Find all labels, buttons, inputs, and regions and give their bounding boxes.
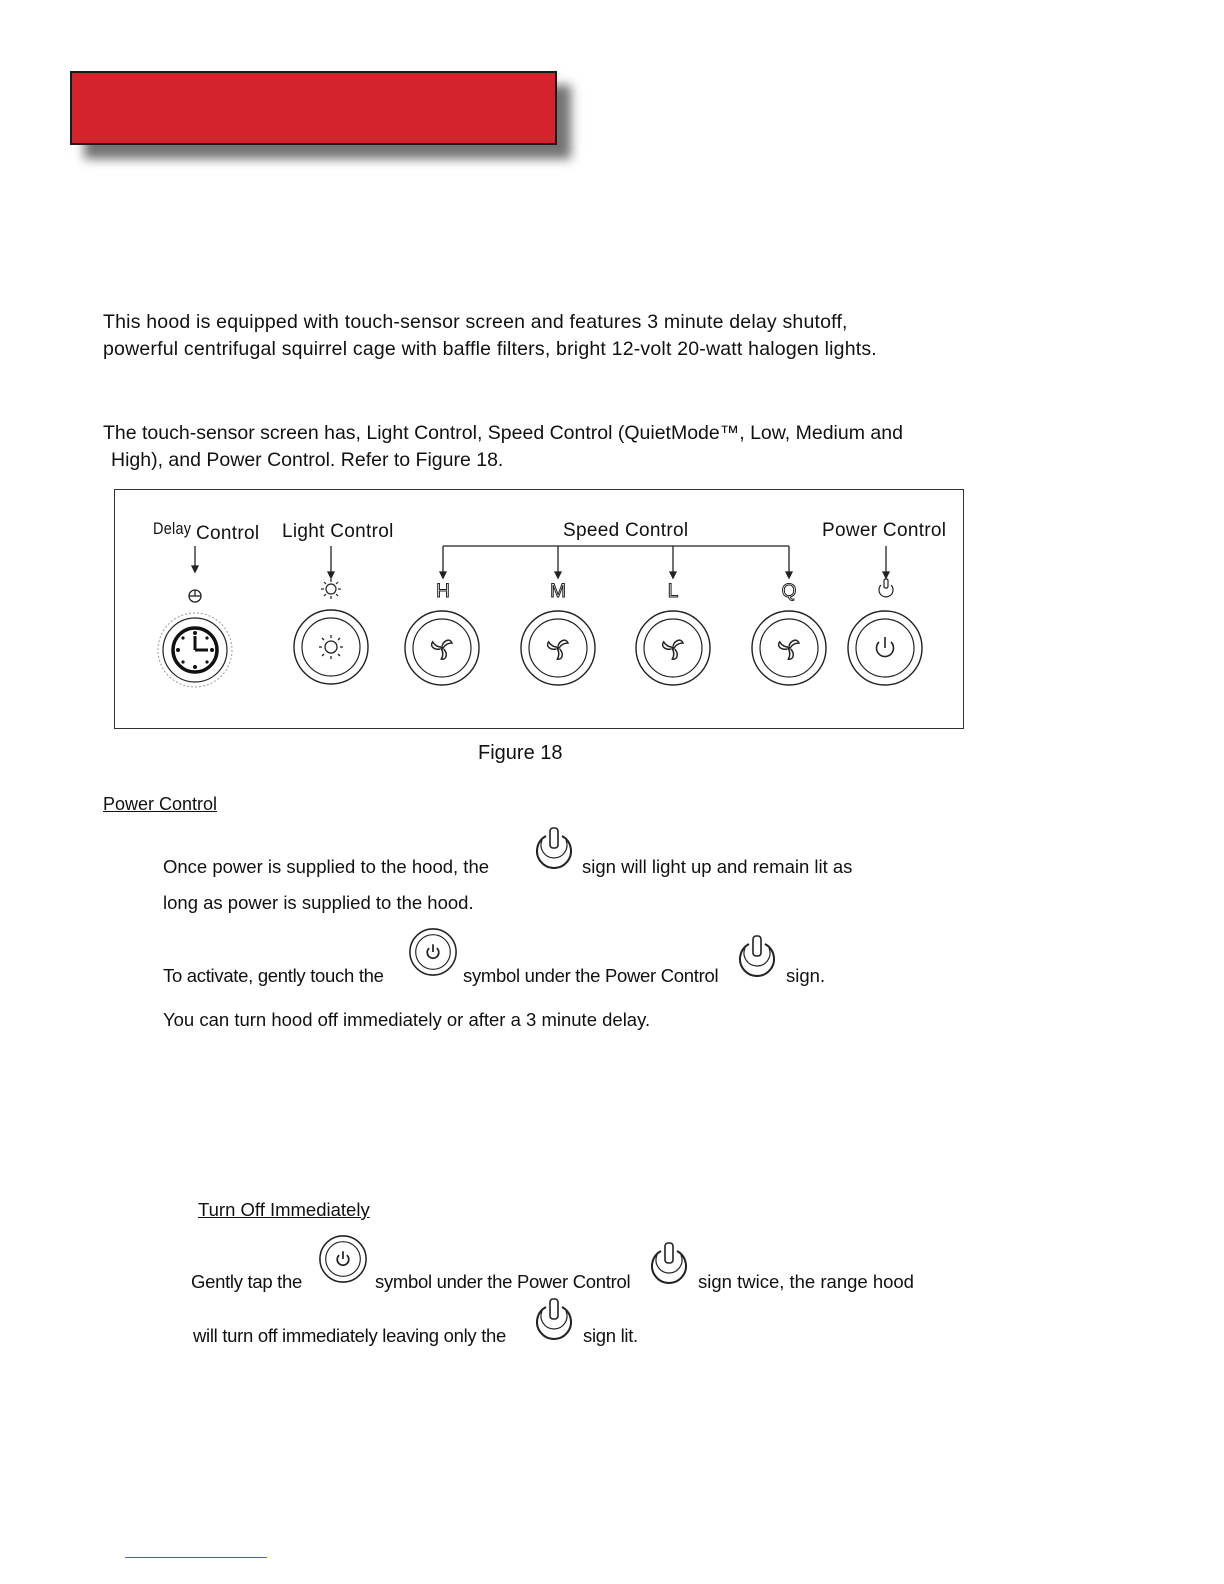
power-line-1b: sign will light up and remain lit as [582,856,853,877]
power-button[interactable] [848,611,922,685]
speed-letter-low: L [667,581,679,602]
power-small-icon [879,579,893,597]
power-control-label: Power Control [822,520,947,541]
light-button[interactable] [294,610,368,684]
touch-screen-line-1: The touch-sensor screen has, Light Control, Speed Control (QuietMode™, Low, Medium and [103,422,903,444]
touch-screen-line-2: High), and Power Control. Refer to Figure 18. [111,449,504,471]
power-control-heading: Power Control [103,794,218,814]
speed-control-label: Speed Control [563,520,689,541]
footer-rule [125,1557,267,1558]
clock-icon [173,628,217,672]
speed-letter-medium: M [550,581,566,602]
power-line-2: long as power is supplied to the hood. [163,892,474,913]
speed-quiet-button[interactable] [752,611,826,685]
power-line-1a: Once power is supplied to the hood, the [163,856,490,877]
section-banner [70,71,557,145]
light-small-icon [321,579,341,599]
speed-letter-high: H [436,581,450,602]
off-line-1c: sign twice, the range hood [698,1271,914,1292]
delay-control-label: Control [196,523,260,544]
off-line-2a: will turn off immediately leaving only the [193,1325,507,1346]
power-line-3b: symbol under the Power Control [463,965,719,986]
off-line-1b: symbol under the Power Control [375,1271,631,1292]
touch-screen-paragraph [103,420,903,474]
off-line-1a: Gently tap the [191,1271,302,1292]
intro-paragraph [103,309,877,363]
intro-line-2: powerful centrifugal squirrel cage with baffle filters, bright 12-volt 20-watt halogen lights. [103,338,877,360]
speed-low-button[interactable] [636,611,710,685]
power-sign-icon [532,826,576,870]
figure-caption: Figure 18 [478,742,563,764]
delay-label: Delay [153,519,192,538]
light-control-label: Light Control [282,521,394,542]
power-sign-icon [735,934,779,978]
power-line-3c: sign. [786,965,826,986]
turn-off-heading: Turn Off Immediately [198,1199,370,1220]
speed-letter-quiet: Q [781,581,797,602]
power-button-icon [318,1232,368,1286]
delay-button[interactable] [158,613,232,687]
power-button-icon [408,927,458,977]
speed-high-button[interactable] [405,611,479,685]
power-sign-icon [647,1241,691,1285]
panel-drawing [115,490,965,730]
speed-medium-button[interactable] [521,611,595,685]
delay-small-icon [189,590,201,602]
control-panel-figure [114,489,964,729]
power-sign-icon [532,1297,576,1341]
power-line-4: You can turn hood off immediately or after a 3 minute delay. [163,1009,651,1030]
intro-line-1: This hood is equipped with touch-sensor screen and features 3 minute delay shutoff, [103,311,848,333]
power-line-3a: To activate, gently touch the [163,965,384,986]
off-line-2b: sign lit. [583,1325,638,1346]
